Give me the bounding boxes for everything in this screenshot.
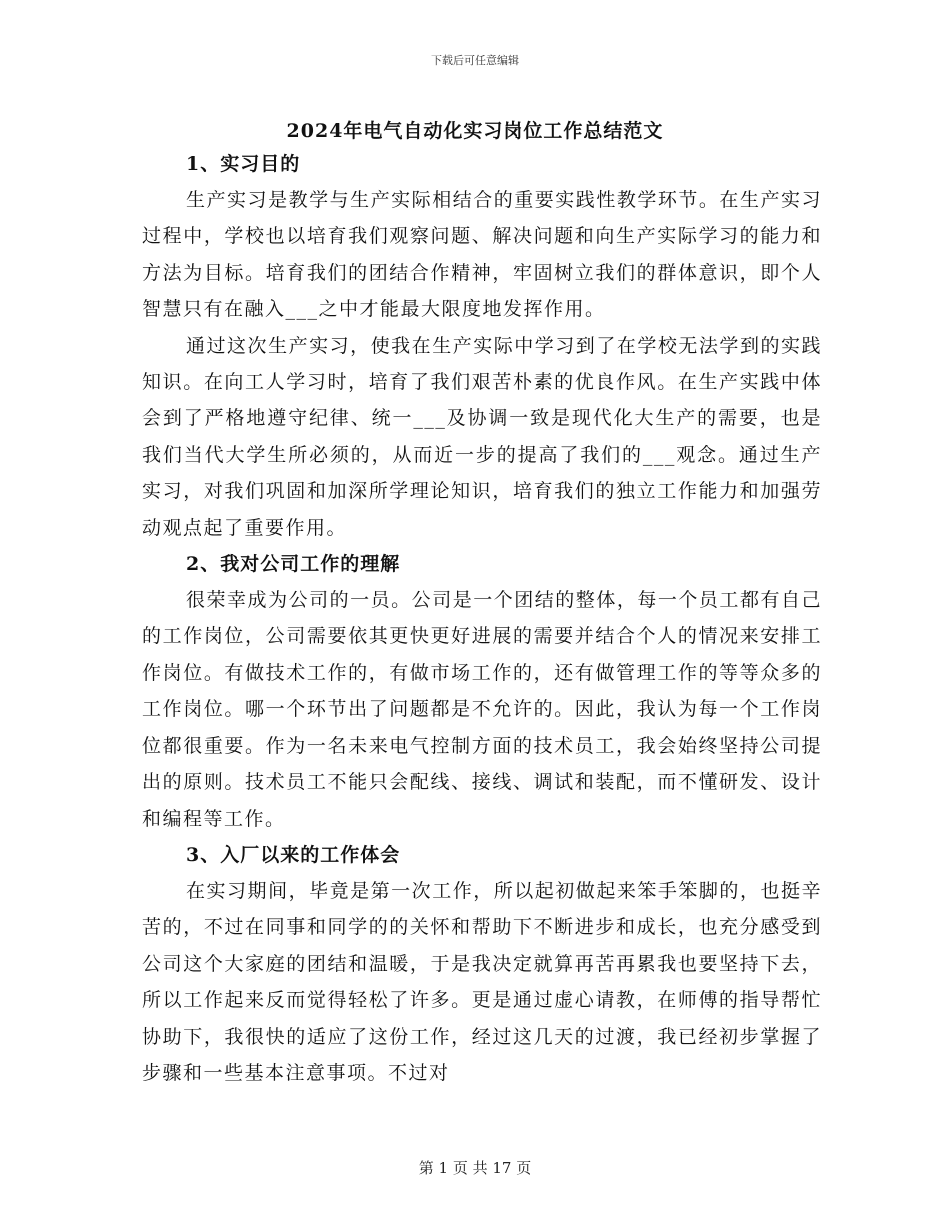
- section-heading: 2、我对公司工作的理解: [186, 553, 401, 576]
- section-heading: 1、实习目的: [186, 153, 301, 175]
- section-company-understanding: [142, 546, 822, 837]
- paragraph: 很荣幸成为公司的一员。公司是一个团结的整体，每一个员工都有自己的工作岗位，公司需要依其更快更好进展的需要并结合个人的情况来安排工作岗位。有做技术工作的，有做市场工作的，还有做管理工作的等等众多的工作岗位。哪一个环节出了问题都是不允许的。因此，我认为每一个工作岗位都很重要。作为一名未来电气控制方面的技术员工，我会始终坚持公司提出的原则。技术员工不能只会配线、接线、调试和装配，而不懂研发、设计和编程等工作。: [142, 589, 822, 830]
- paragraph: 生产实习是教学与生产实际相结合的重要实践性教学环节。在生产实习过程中，学校也以培育我们观察问题、解决问题和向生产实际学习的能力和方法为目标。培育我们的团结合作精神，牢固树立我们的群体意识，即个人智慧只有在融入___之中才能最大限度地发挥作用。: [142, 189, 822, 321]
- paragraph: 在实习期间，毕竟是第一次工作，所以起初做起来笨手笨脚的，也挺辛苦的，不过在同事和同学的的关怀和帮助下不断进步和成长，也充分感受到公司这个大家庭的团结和温暖，于是我决定就算再苦再累我也要坚持下去，所以工作起来反而觉得轻松了许多。更是通过虚心请教，在师傅的指导帮忙协助下，我很快的适应了这份工作，经过这几天的过渡，我已经初步掌握了步骤和一些基本注意事项。不过对: [142, 879, 822, 1084]
- page-number-footer: 第 1 页 共 17 页: [418, 1159, 532, 1177]
- page-header-note: 下载后可任意编辑: [431, 54, 519, 67]
- document-title: 2024年电气自动化实习岗位工作总结范文: [286, 120, 664, 142]
- document-body: [142, 146, 822, 1091]
- section-work-experience: [142, 837, 822, 1091]
- paragraph: 通过这次生产实习，使我在生产实际中学习到了在学校无法学到的实践知识。在向工人学习时，培育了我们艰苦朴素的优良作风。在生产实践中体会到了严格地遵守纪律、统一___及协调一致是现代化大生产的需要，也是我们当代大学生所必须的，从而近一步的提高了我们的___观念。通过生产实习，对我们巩固和加深所学理论知识，培育我们的独立工作能力和加强劳动观点起了重要作用。: [142, 334, 822, 539]
- section-heading: 3、入厂以来的工作体会: [186, 843, 401, 866]
- section-internship-purpose: [142, 146, 822, 546]
